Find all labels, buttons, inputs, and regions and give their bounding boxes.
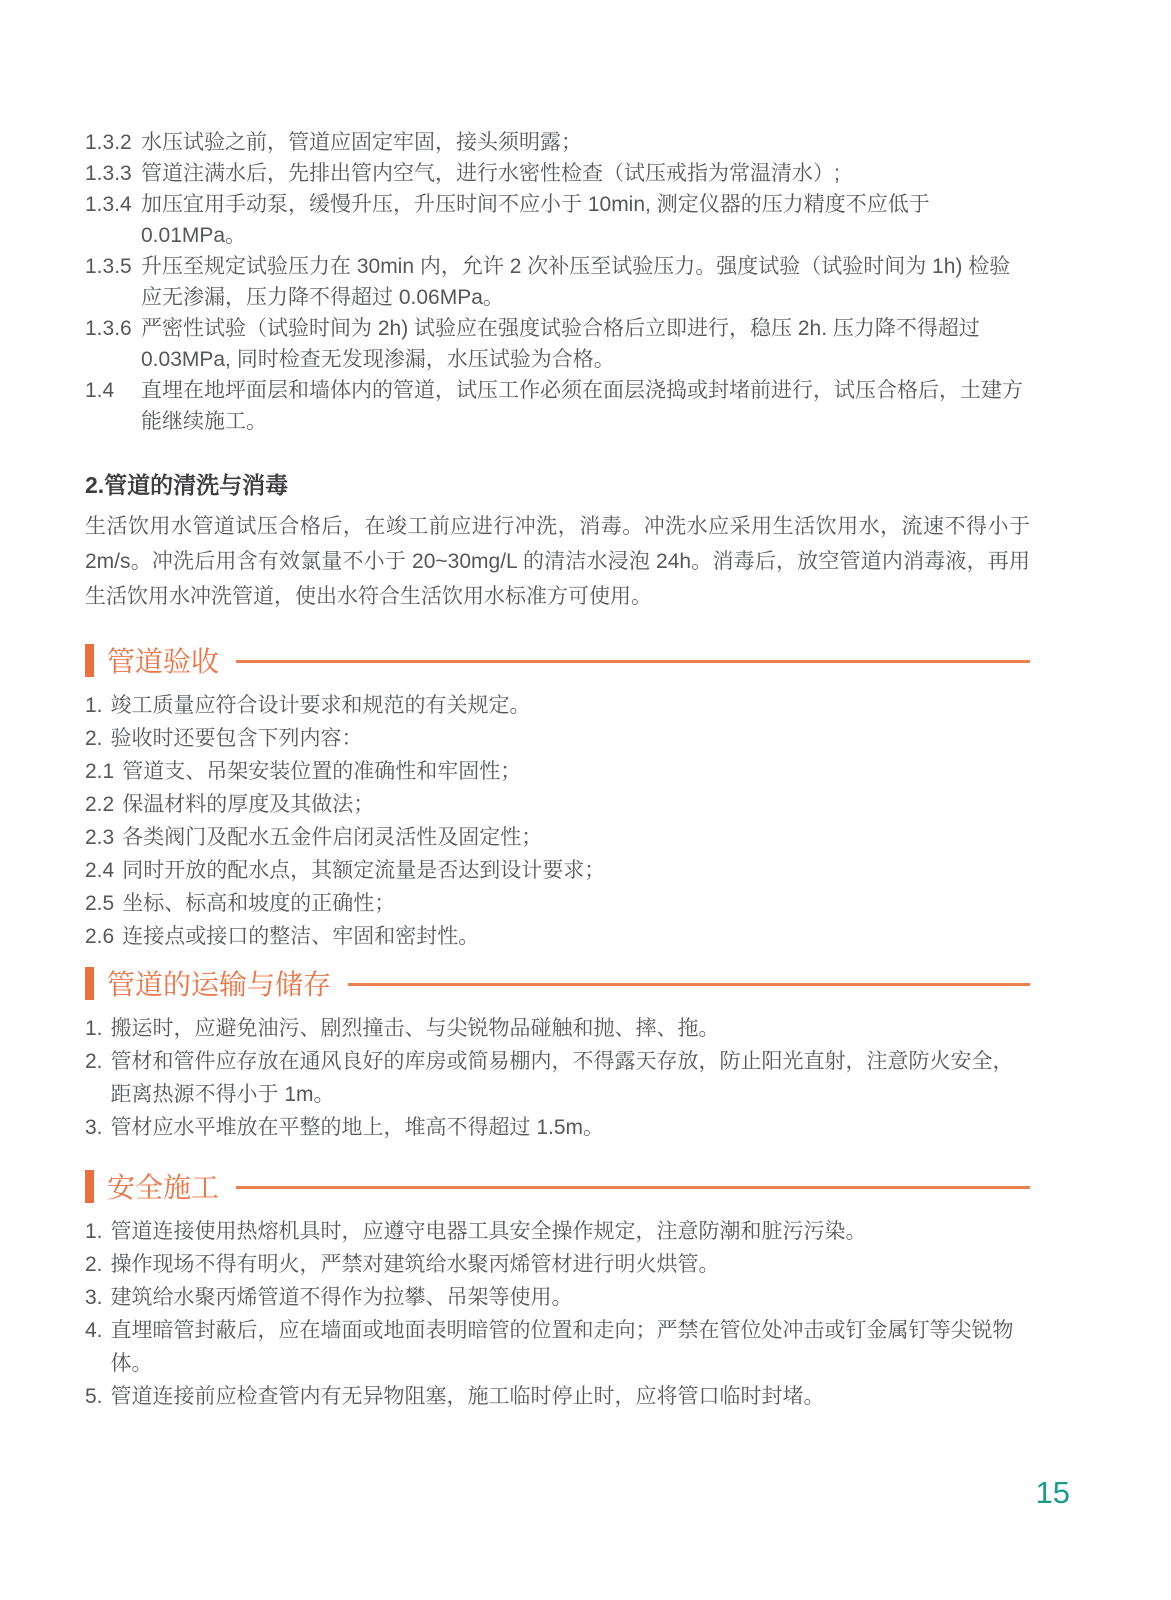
- list-item-text: 连接点或接口的整洁、牢固和密封性。: [122, 925, 480, 948]
- section-title: 管道的运输与储存: [107, 969, 332, 1000]
- list-item-text: 竣工质量应符合设计要求和规范的有关规定。: [110, 694, 531, 717]
- horizontal-rule: [236, 660, 1030, 663]
- list-item-text: 管道连接前应检查管内有无异物阻塞，施工临时停止时，应将管口临时封堵。: [110, 1385, 825, 1408]
- list-item: [85, 1281, 1030, 1314]
- list-item: [85, 887, 1030, 920]
- list-item: [85, 251, 1030, 313]
- list-item: [85, 158, 1030, 189]
- list-item-text: 管材和管件应存放在通风良好的库房或简易棚内，不得露天存放，防止阳光直射，注意防火安全，距离热源不得小于 1m。: [110, 1050, 1014, 1106]
- horizontal-rule: [236, 1186, 1030, 1189]
- list-item-number: 2.1: [85, 760, 115, 783]
- list-item-number: 2.6: [85, 925, 115, 948]
- list-item: [85, 854, 1030, 887]
- section-title: 安全施工: [107, 1172, 220, 1203]
- list-item-number: 1.3.5: [85, 255, 132, 278]
- list-item-text: 直埋在地坪面层和墙体内的管道，试压工作必须在面层浇捣或封堵前进行，试压合格后，土建方能继续施工。: [141, 379, 1023, 433]
- section-title: 管道验收: [107, 646, 220, 677]
- list-item: [85, 375, 1030, 437]
- list-item-text: 同时开放的配水点，其额定流量是否达到设计要求；: [122, 859, 606, 882]
- list-item-text: 管材应水平堆放在平整的地上，堆高不得超过 1.5m。: [110, 1116, 605, 1139]
- list-item: [85, 1045, 1030, 1111]
- list-item-text: 升压至规定试验压力在 30min 内，允许 2 次补压至试验压力。强度试验（试验时间为 1h) 检验应无渗漏，压力降不得超过 0.06MPa。: [141, 255, 1011, 309]
- list-item-text: 加压宜用手动泵，缓慢升压，升压时间不应小于 10min, 测定仪器的压力精度不应低于 0.01MPa。: [141, 193, 930, 247]
- list-item: [85, 189, 1030, 251]
- list-item: [85, 755, 1030, 788]
- list-item-text: 管道注满水后，先排出管内空气，进行水密性检查（试压戒指为常温清水）;: [141, 162, 840, 185]
- list-item-text: 直埋暗管封蔽后，应在墙面或地面表明暗管的位置和走向；严禁在管位处冲击或钉金属钉等尖锐物体。: [110, 1319, 1014, 1375]
- list-item: [85, 821, 1030, 854]
- list-item-number: 3.: [85, 1116, 103, 1139]
- cleaning-section-paragraph: 生活饮用水管道试压合格后，在竣工前应进行冲洗，消毒。冲洗水应采用生活饮用水，流速不得小于 2m/s。冲洗后用含有效氯量不小于 20~30mg/L 的清洁水浸泡 24h。消毒后，放空管道内消毒液，再用生活饮用水冲洗管道，使出水符合生活饮用水标准方可使用。: [85, 515, 1030, 608]
- list-item: [85, 1012, 1030, 1045]
- list-item-text: 操作现场不得有明火，严禁对建筑给水聚丙烯管材进行明火烘管。: [110, 1253, 720, 1276]
- list-item-text: 坐标、标高和坡度的正确性；: [122, 892, 396, 915]
- orange-bar-icon: [85, 1170, 94, 1203]
- list-item-number: 1.: [85, 1017, 103, 1040]
- list-item: [85, 1248, 1030, 1281]
- list-item-number: 2.5: [85, 892, 115, 915]
- list-item-number: 1.: [85, 1220, 103, 1243]
- orange-bar-icon: [85, 967, 94, 1000]
- list-item-number: 4.: [85, 1319, 103, 1342]
- list-item: [85, 313, 1030, 375]
- list-item-number: 1.3.4: [85, 193, 132, 216]
- list-item-text: 保温材料的厚度及其做法；: [122, 793, 375, 816]
- list-item-number: 2.: [85, 727, 103, 750]
- list-item-number: 1.3.2: [85, 131, 132, 154]
- section-header-safety: [85, 1168, 1030, 1204]
- list-item-text: 建筑给水聚丙烯管道不得作为拉攀、吊架等使用。: [110, 1286, 573, 1309]
- list-item-number: 3.: [85, 1286, 103, 1309]
- list-item: [85, 1380, 1030, 1413]
- list-item-text: 各类阀门及配水五金件启闭灵活性及固定性；: [122, 826, 543, 849]
- list-item-text: 验收时还要包含下列内容：: [110, 727, 363, 750]
- list-item-number: 2.2: [85, 793, 115, 816]
- list-item-text: 管道支、吊架安装位置的准确性和牢固性；: [122, 760, 522, 783]
- list-item-number: 2.3: [85, 826, 115, 849]
- orange-bar-icon: [85, 644, 94, 677]
- list-item-number: 5.: [85, 1385, 103, 1408]
- list-item-text: 水压试验之前，管道应固定牢固，接头须明露；: [141, 131, 582, 154]
- list-item-number: 1.4: [85, 379, 115, 402]
- safety-list: [85, 1215, 1030, 1413]
- list-item: [85, 127, 1030, 158]
- list-item-text: 严密性试验（试验时间为 2h) 试验应在强度试验合格后立即进行，稳压 2h. 压力降不得超过 0.03MPa, 同时检查无发现渗漏，水压试验为合格。: [141, 317, 980, 371]
- list-item-number: 2.: [85, 1253, 103, 1276]
- cleaning-section-title: 2.管道的清洗与消毒: [85, 472, 289, 498]
- list-item: [85, 1215, 1030, 1248]
- list-item: [85, 689, 1030, 722]
- list-item: [85, 920, 1030, 953]
- list-item: [85, 1111, 1030, 1144]
- acceptance-list: [85, 689, 1030, 953]
- pressure-test-list: [85, 127, 1030, 437]
- list-item-text: 搬运时，应避免油污、剧烈撞击、与尖锐物品碰触和抛、摔、拖。: [110, 1017, 720, 1040]
- list-item-number: 2.: [85, 1050, 103, 1073]
- list-item: [85, 1314, 1030, 1380]
- page-number: 15: [1035, 1475, 1070, 1510]
- list-item: [85, 788, 1030, 821]
- list-item-number: 2.4: [85, 859, 115, 882]
- list-item-number: 1.3.3: [85, 162, 132, 185]
- horizontal-rule: [348, 983, 1030, 986]
- section-header-transport: [85, 965, 1030, 1001]
- list-item-text: 管道连接使用热熔机具时，应遵守电器工具安全操作规定，注意防潮和脏污污染。: [110, 1220, 867, 1243]
- list-item-number: 1.: [85, 694, 103, 717]
- transport-list: [85, 1012, 1030, 1144]
- section-header-acceptance: [85, 642, 1030, 678]
- list-item-number: 1.3.6: [85, 317, 132, 340]
- list-item: [85, 722, 1030, 755]
